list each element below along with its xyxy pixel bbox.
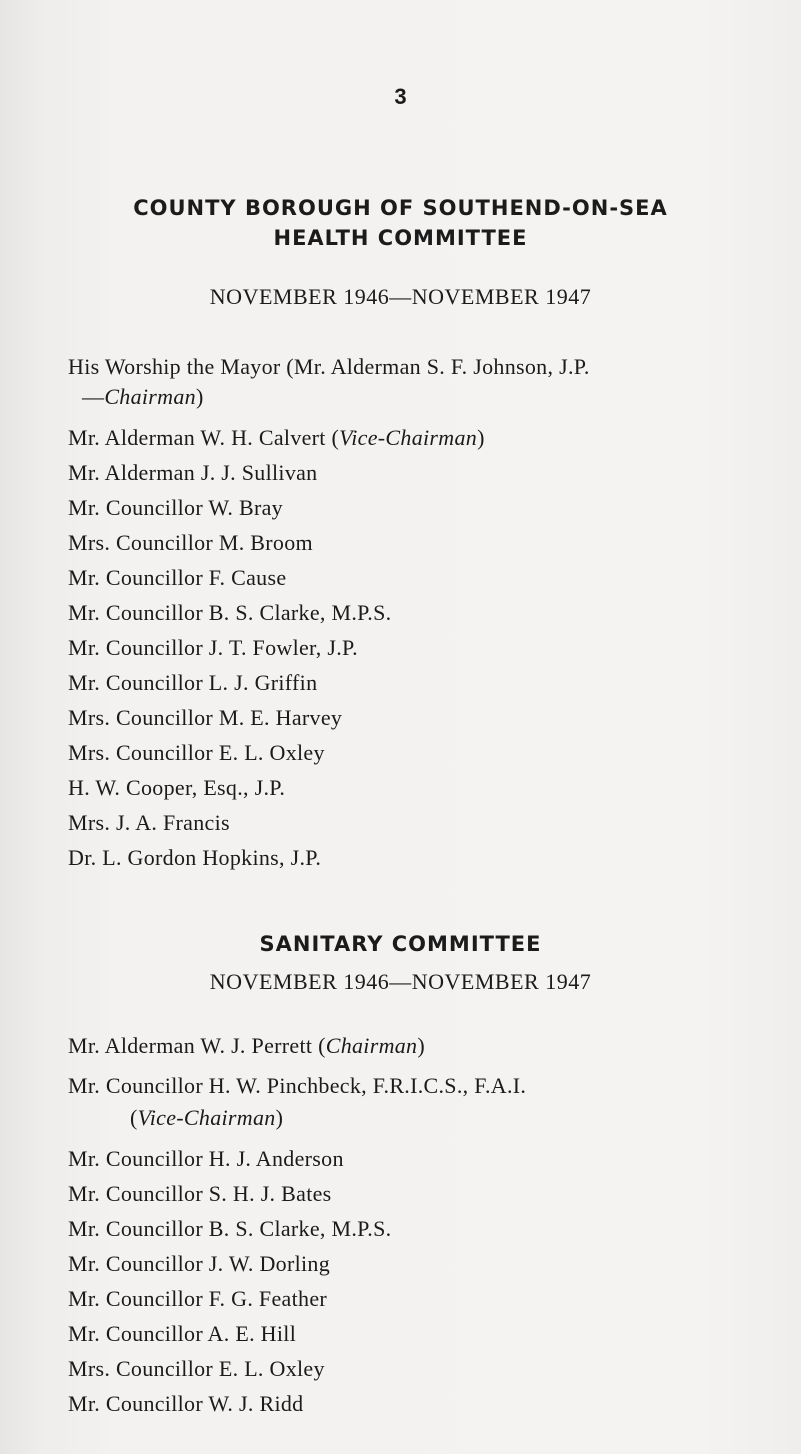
health-chairman-role-suffix: ) [195, 384, 204, 409]
health-chairman-role [82, 384, 204, 410]
sanitary-chairman-role: Chairman [325, 1033, 418, 1058]
health-member: Mr. Councillor L. J. Griffin [68, 670, 318, 695]
sanitary-member: Mr. Councillor B. S. Clarke, M.P.S. [68, 1216, 392, 1241]
health-member: Dr. L. Gordon Hopkins, J.P. [68, 845, 322, 870]
sanitary-member: Mr. Councillor A. E. Hill [68, 1321, 297, 1346]
health-member: H. W. Cooper, Esq., J.P. [68, 775, 286, 800]
health-committee-title: HEALTH COMMITTEE [273, 226, 528, 250]
health-vice-suffix: ) [477, 425, 485, 450]
health-chairman-role-prefix: — [82, 384, 105, 409]
health-member: Mr. Councillor J. T. Fowler, J.P. [68, 635, 358, 660]
sanitary-vice-chairman-role [130, 1105, 283, 1131]
sanitary-chairman-suffix: ) [417, 1033, 425, 1058]
sanitary-vice-prefix: ( [130, 1105, 138, 1130]
sanitary-member: Mr. Councillor J. W. Dorling [68, 1251, 331, 1276]
health-member: Mr. Alderman J. J. Sullivan [68, 460, 318, 485]
health-member: Mrs. J. A. Francis [68, 810, 230, 835]
borough-title: COUNTY BOROUGH OF SOUTHEND-ON-SEA [133, 196, 668, 220]
sanitary-vice-suffix: ) [275, 1105, 284, 1130]
health-committee-period: NOVEMBER 1946—NOVEMBER 1947 [209, 284, 592, 309]
sanitary-member: Mr. Councillor W. J. Ridd [68, 1391, 304, 1416]
health-vice-role: Vice-Chairman [339, 425, 478, 450]
health-member: Mr. Councillor W. Bray [68, 495, 283, 520]
sanitary-committee-title: SANITARY COMMITTEE [259, 932, 542, 956]
sanitary-committee-period: NOVEMBER 1946—NOVEMBER 1947 [209, 969, 592, 994]
sanitary-member: Mr. Councillor H. J. Anderson [68, 1146, 344, 1171]
health-member: Mrs. Councillor M. Broom [68, 530, 313, 555]
health-member: Mrs. Councillor E. L. Oxley [68, 740, 325, 765]
sanitary-member: Mr. Councillor F. G. Feather [68, 1286, 328, 1311]
health-vice-name: Mr. Alderman W. H. Calvert ( [68, 425, 340, 450]
health-chairman-role-text: Chairman [104, 384, 196, 409]
sanitary-member: Mr. Councillor S. H. J. Bates [68, 1181, 332, 1206]
page-number: 3 [394, 84, 407, 109]
health-chairman-line: His Worship the Mayor (Mr. Alderman S. F. Johnson, J.P. [68, 354, 590, 379]
sanitary-vice-role: Vice-Chairman [137, 1105, 276, 1130]
health-vice-chairman [68, 425, 485, 451]
sanitary-vice-chairman-line: Mr. Councillor H. W. Pinchbeck, F.R.I.C.S., F.A.I. [68, 1073, 527, 1098]
sanitary-chairman [68, 1033, 425, 1059]
health-member: Mrs. Councillor M. E. Harvey [68, 705, 343, 730]
sanitary-chairman-name: Mr. Alderman W. J. Perrett ( [68, 1033, 326, 1058]
sanitary-member: Mrs. Councillor E. L. Oxley [68, 1356, 325, 1381]
health-member: Mr. Councillor B. S. Clarke, M.P.S. [68, 600, 392, 625]
health-member: Mr. Councillor F. Cause [68, 565, 287, 590]
